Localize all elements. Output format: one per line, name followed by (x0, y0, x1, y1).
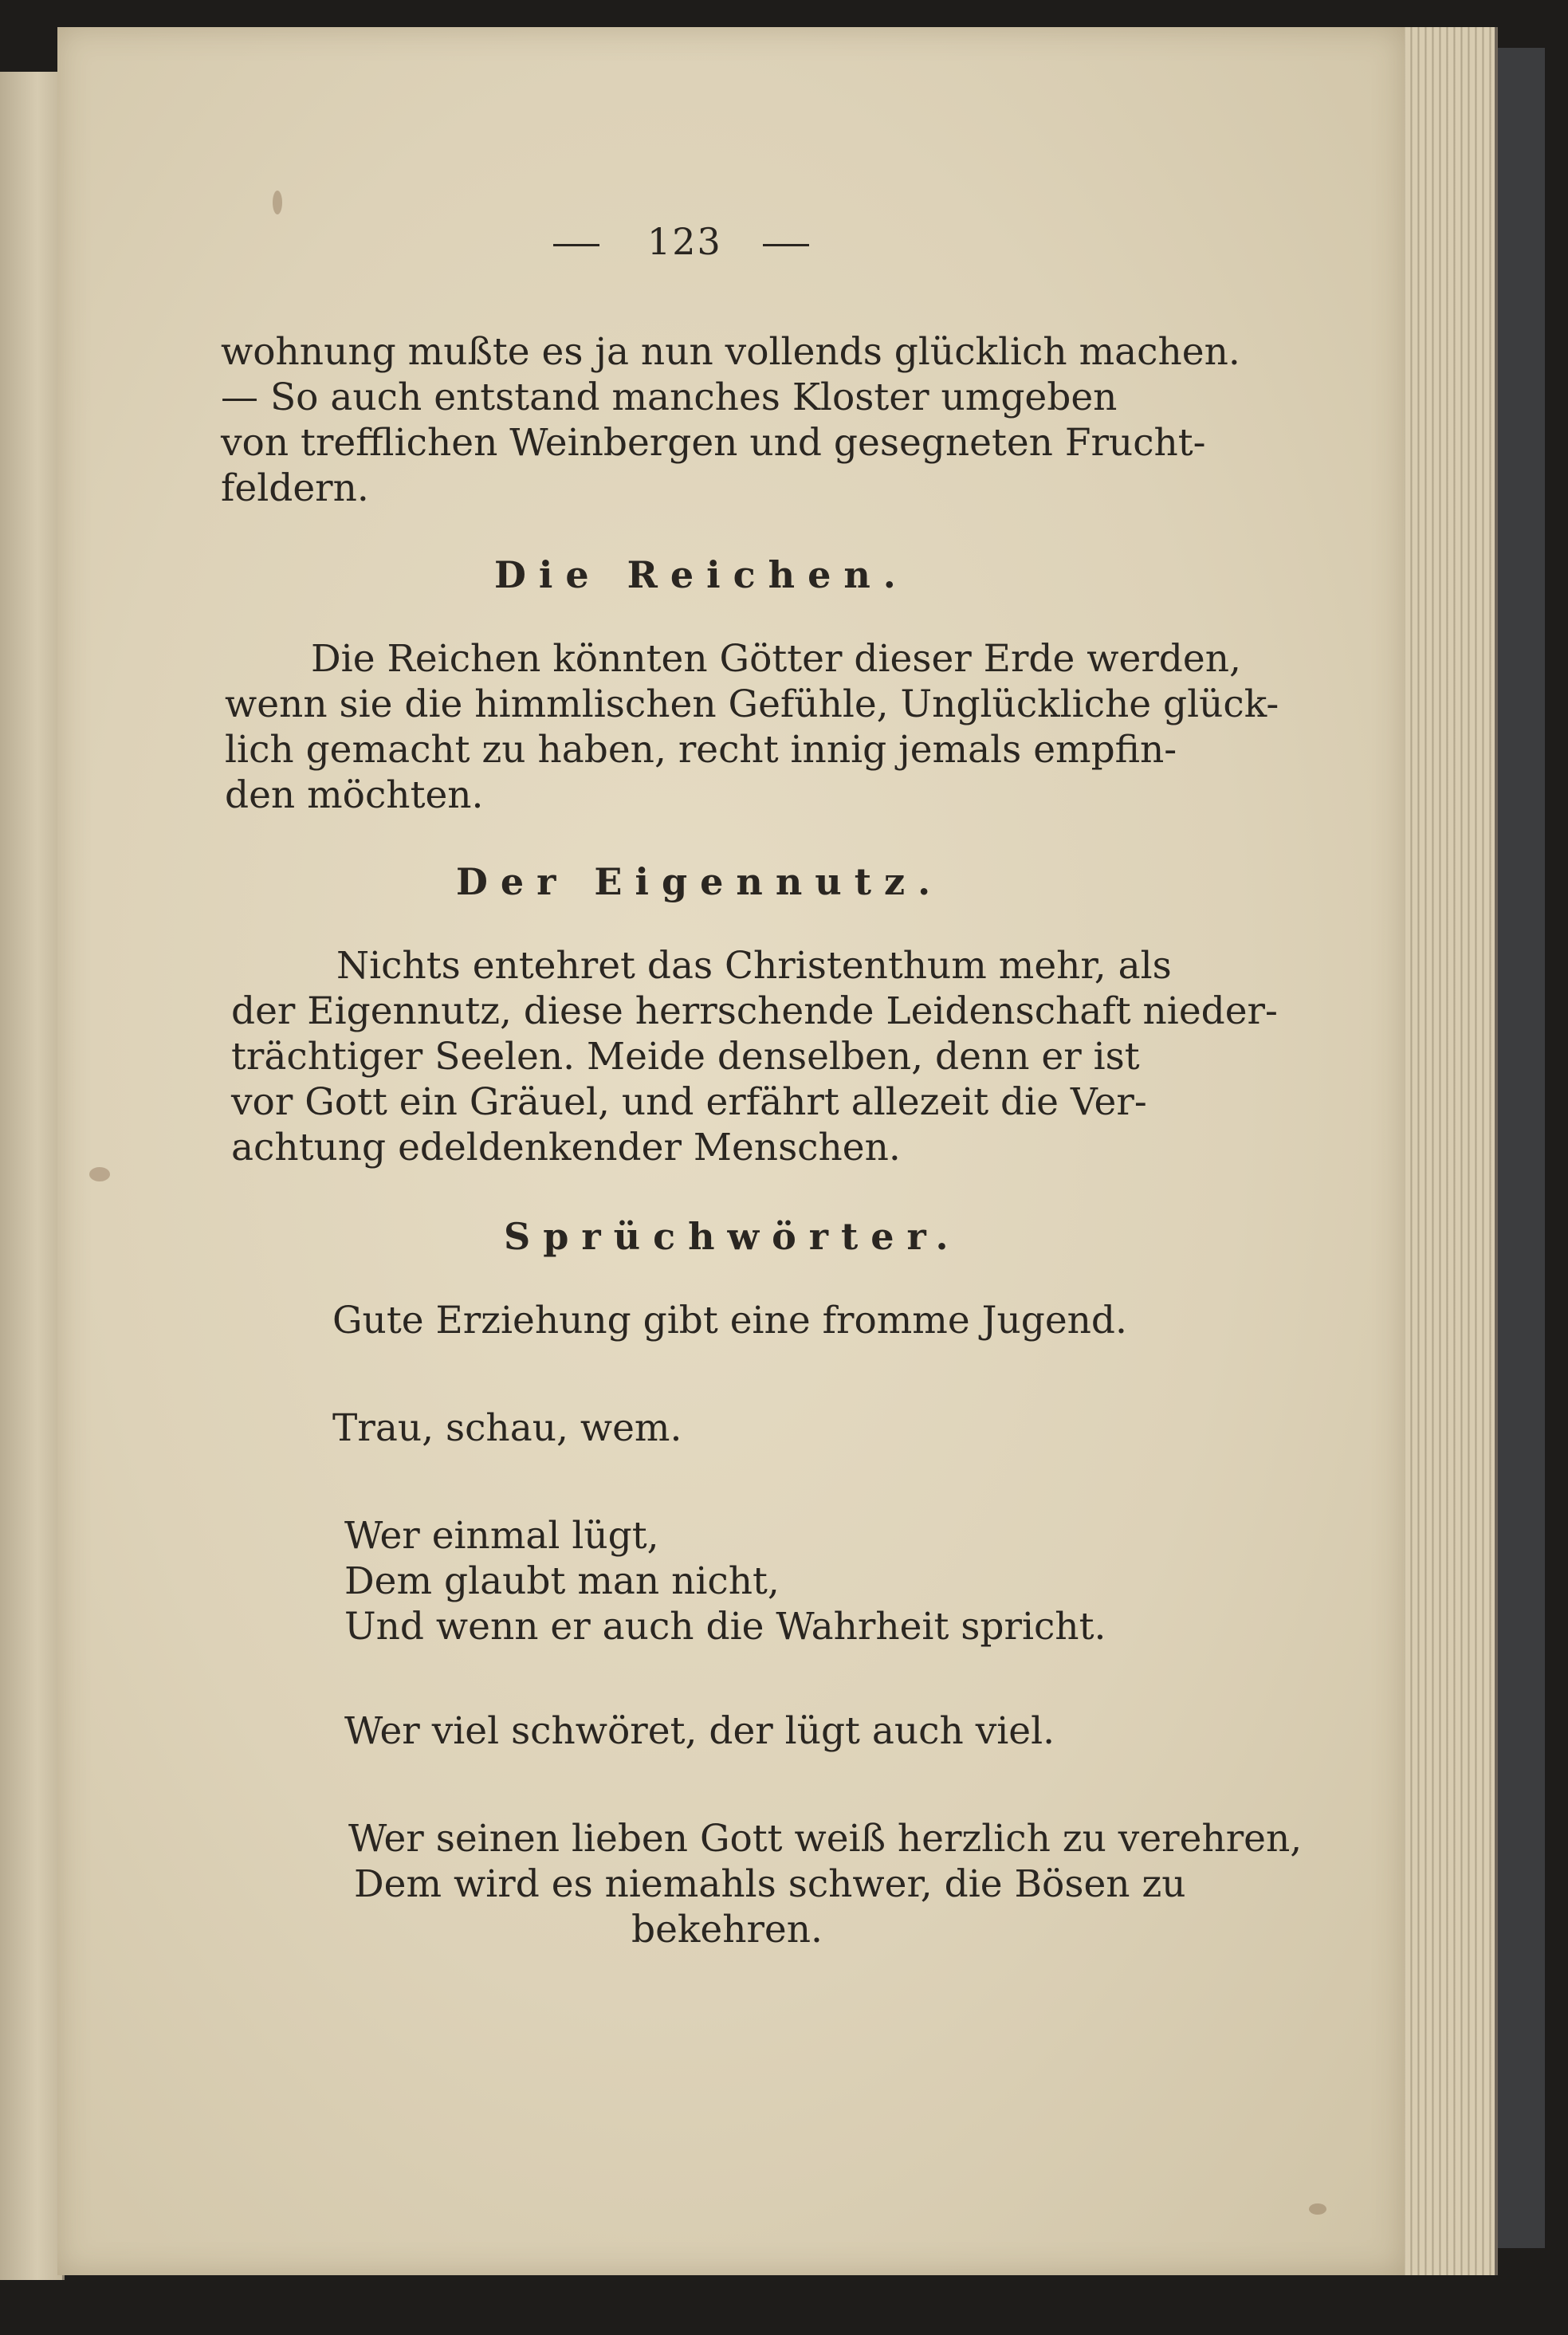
section-heading: Die Reichen. (494, 553, 909, 596)
section-heading: Der Eigennutz. (456, 860, 944, 903)
ink-spot (273, 191, 282, 214)
text-line: lich gemacht zu haben, recht innig jemals empfin- (225, 728, 1177, 772)
text-line: — So auch entstand manches Kloster umgeben (221, 375, 1118, 419)
text-line: Die Reichen könnten Götter dieser Erde werden, (311, 637, 1241, 681)
proverb-line: Dem wird es niemahls schwer, die Bösen zu (354, 1862, 1186, 1906)
page-number-dash-right (763, 244, 809, 246)
proverb: Wer viel schwöret, der lügt auch viel. (344, 1709, 1055, 1753)
text-line: Nichts entehret das Christenthum mehr, als (336, 944, 1172, 988)
ink-spot (1309, 2203, 1326, 2215)
proverb-line: Wer seinen lieben Gott weiß herzlich zu verehren, (348, 1817, 1303, 1861)
page-number: 123 (647, 220, 722, 263)
proverb: Gute Erziehung gibt eine fromme Jugend. (332, 1299, 1127, 1342)
text-line: vor Gott ein Gräuel, und erfährt allezeit die Ver- (231, 1080, 1147, 1124)
section-heading: Sprüchwörter. (504, 1215, 961, 1258)
text-line: wohnung mußte es ja nun vollends glücklich machen. (221, 330, 1240, 374)
page-block-edges (1391, 27, 1498, 2275)
proverb-line: Und wenn er auch die Wahrheit spricht. (344, 1605, 1106, 1649)
text-line: trächtiger Seelen. Meide denselben, denn er ist (231, 1035, 1140, 1079)
left-facing-page-edge (0, 72, 65, 2280)
text-line: den möchten. (225, 773, 484, 817)
text-line: von trefflichen Weinbergen und gesegneten Frucht- (221, 421, 1206, 465)
text-line: feldern. (221, 466, 369, 510)
text-line: achtung edeldenkender Menschen. (231, 1126, 901, 1169)
proverb-line: Wer einmal lügt, (344, 1514, 659, 1558)
ink-spot (89, 1167, 110, 1181)
book-page (57, 27, 1405, 2275)
proverb-line: Dem glaubt man nicht, (344, 1559, 780, 1603)
page-number-dash-left (553, 244, 599, 246)
proverb-line: bekehren. (631, 1908, 823, 1952)
text-line: der Eigennutz, diese herrschende Leidenschaft nieder- (231, 989, 1278, 1033)
proverb: Trau, schau, wem. (332, 1406, 682, 1450)
book-cover-edge (1497, 48, 1545, 2248)
text-line: wenn sie die himmlischen Gefühle, Unglückliche glück- (225, 682, 1279, 726)
